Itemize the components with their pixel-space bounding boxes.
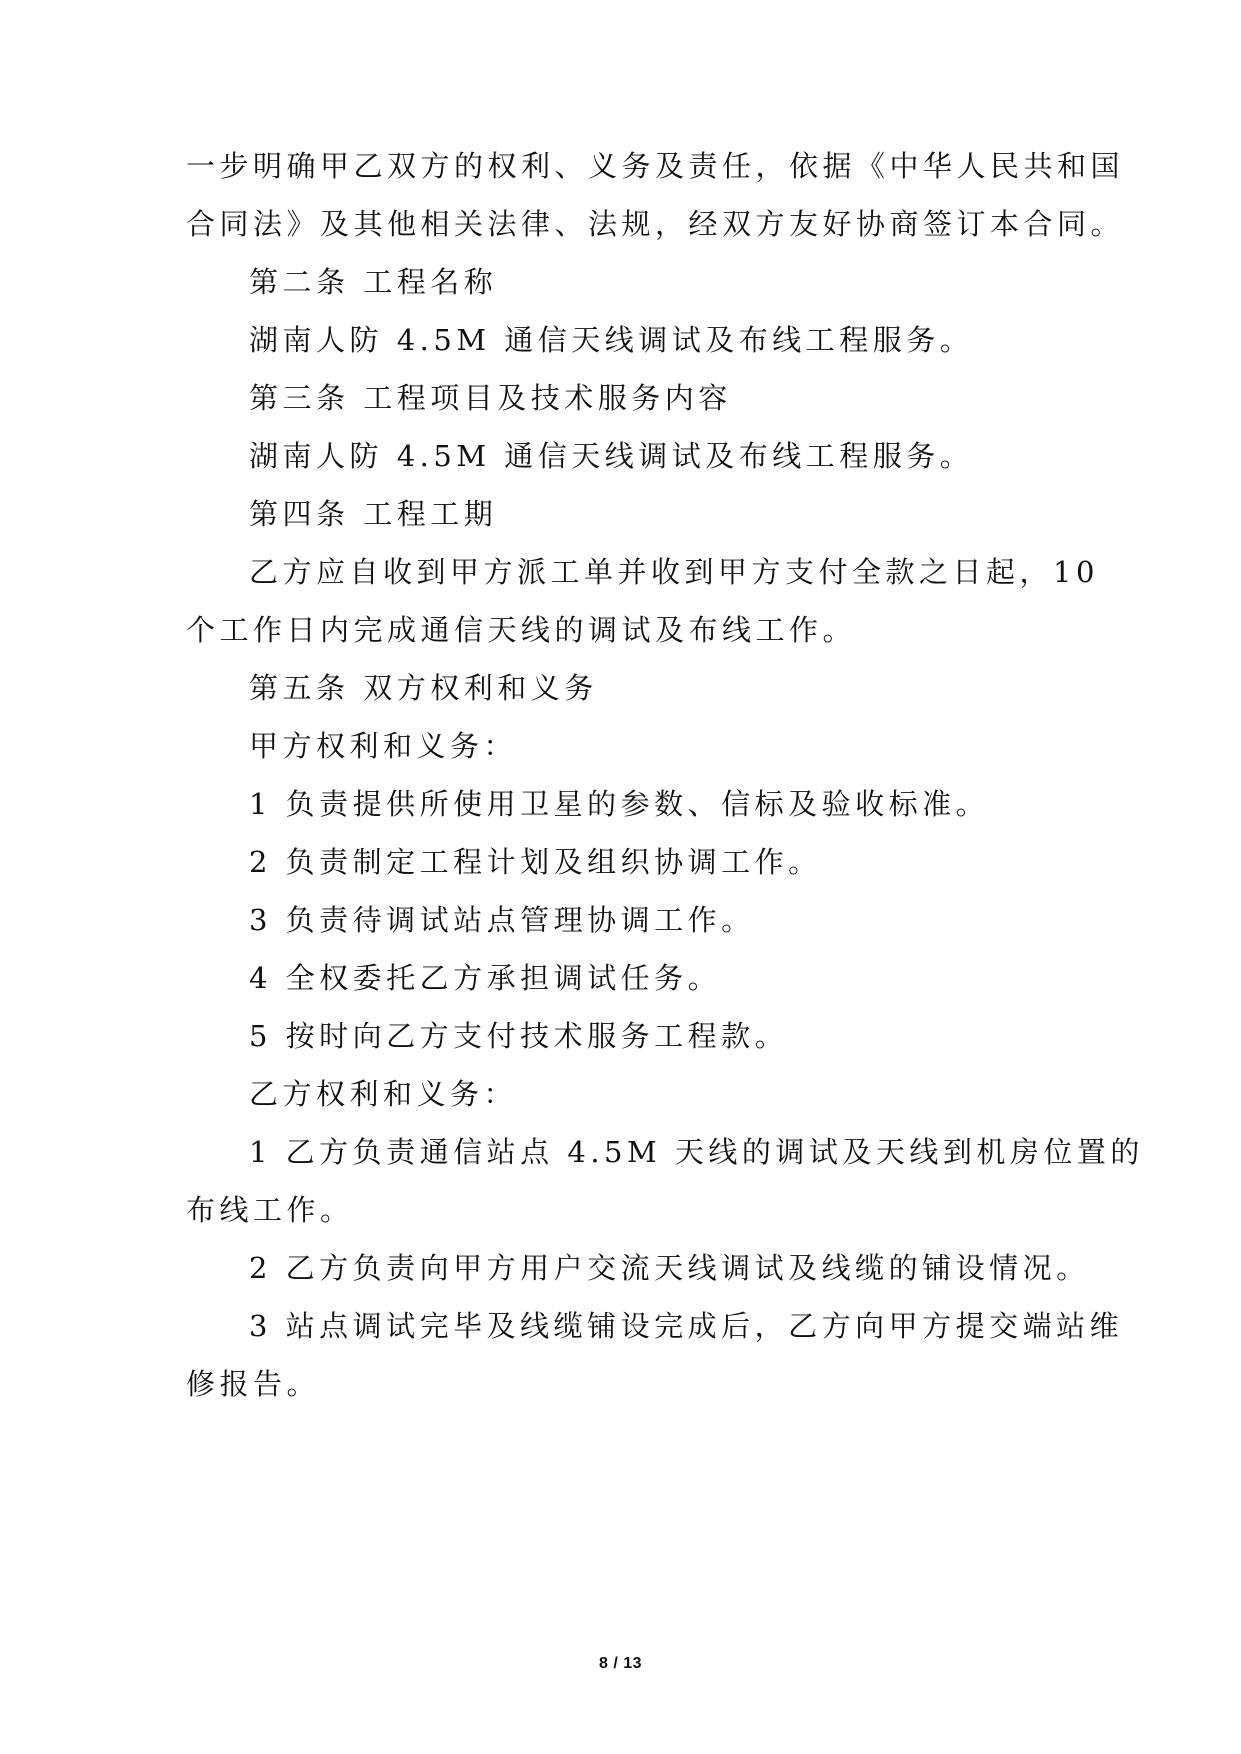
section-heading: 第三条 工程项目及技术服务内容	[249, 381, 732, 415]
list-item: 3 负责待调试站点管理协调工作。	[249, 903, 755, 937]
list-item: 1 乙方负责通信站点 4.5M 天线的调试及天线到机房位置的	[249, 1135, 1144, 1169]
section-heading: 第二条 工程名称	[249, 265, 498, 299]
list-item: 4 全权委托乙方承担调试任务。	[249, 961, 722, 995]
list-item: 1 负责提供所使用卫星的参数、信标及验收标准。	[249, 787, 990, 821]
subheading: 甲方权利和义务：	[249, 729, 518, 763]
paragraph-line: 合同法》及其他相关法律、法规，经双方友好协商签订本合同。	[186, 207, 1125, 241]
paragraph-line: 湖南人防 4.5M 通信天线调试及布线工程服务。	[249, 439, 974, 473]
list-item-continuation: 布线工作。	[186, 1193, 354, 1227]
list-item-continuation: 修报告。	[186, 1367, 321, 1401]
section-heading: 第四条 工程工期	[249, 497, 498, 531]
paragraph-line: 一步明确甲乙双方的权利、义务及责任，依据《中华人民共和国	[186, 149, 1125, 183]
list-item: 2 乙方负责向甲方用户交流天线调试及线缆的铺设情况。	[249, 1251, 1090, 1285]
paragraph-line: 湖南人防 4.5M 通信天线调试及布线工程服务。	[249, 323, 974, 357]
list-item: 5 按时向乙方支付技术服务工程款。	[249, 1019, 789, 1053]
list-item: 3 站点调试完毕及线缆铺设完成后，乙方向甲方提交端站维	[249, 1309, 1124, 1343]
subheading: 乙方权利和义务：	[249, 1077, 518, 1111]
page-number: 8 / 13	[598, 1655, 643, 1672]
paragraph-line: 个工作日内完成通信天线的调试及布线工作。	[186, 613, 857, 647]
section-heading: 第五条 双方权利和义务	[249, 671, 598, 705]
list-item: 2 负责制定工程计划及组织协调工作。	[249, 845, 822, 879]
paragraph-line: 乙方应自收到甲方派工单并收到甲方支付全款之日起，10	[249, 555, 1099, 589]
